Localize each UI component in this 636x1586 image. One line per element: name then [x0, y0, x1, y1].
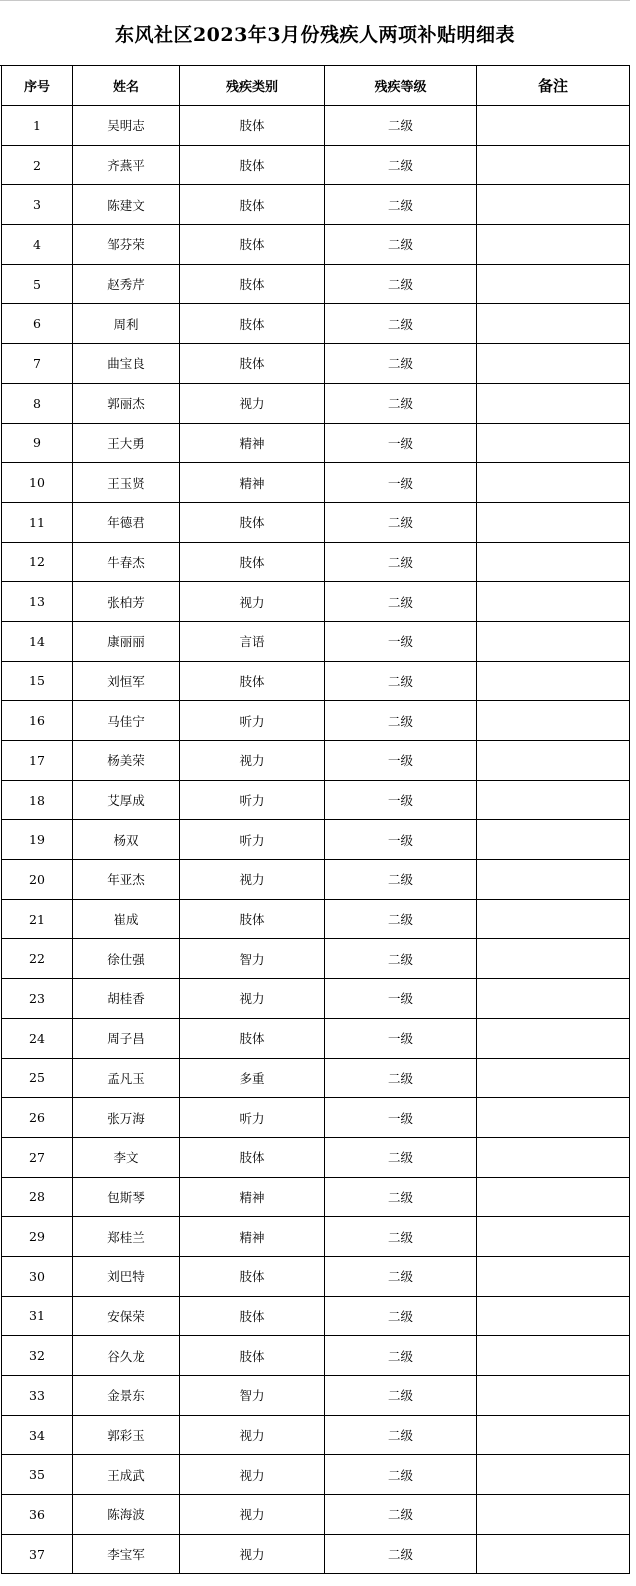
cell-grade: 一级 — [325, 423, 477, 463]
cell-grade: 二级 — [325, 1534, 477, 1574]
table-row — [2, 1018, 630, 1058]
cell-index: 5 — [2, 264, 73, 304]
cell-note — [477, 820, 630, 860]
table-row — [2, 661, 630, 701]
cell-grade: 二级 — [325, 860, 477, 900]
cell-category: 肢体 — [180, 1018, 325, 1058]
cell-grade: 二级 — [325, 1058, 477, 1098]
cell-index: 1 — [2, 106, 73, 146]
cell-grade: 二级 — [325, 106, 477, 146]
table-row — [2, 1177, 630, 1217]
cell-index: 16 — [2, 701, 73, 741]
cell-note — [477, 979, 630, 1019]
table-row — [2, 1256, 630, 1296]
cell-name: 包斯琴 — [73, 1177, 180, 1217]
cell-name: 周子昌 — [73, 1018, 180, 1058]
cell-note — [477, 1376, 630, 1416]
cell-grade: 二级 — [325, 1336, 477, 1376]
cell-category: 精神 — [180, 423, 325, 463]
cell-category: 肢体 — [180, 304, 325, 344]
cell-note — [477, 1415, 630, 1455]
table-row — [2, 185, 630, 225]
cell-name: 胡桂香 — [73, 979, 180, 1019]
cell-category: 多重 — [180, 1058, 325, 1098]
cell-grade: 二级 — [325, 383, 477, 423]
table-row — [2, 860, 630, 900]
cell-grade: 一级 — [325, 621, 477, 661]
cell-category: 精神 — [180, 1217, 325, 1257]
header-row — [2, 66, 630, 106]
cell-name: 金景东 — [73, 1376, 180, 1416]
cell-name: 刘巴特 — [73, 1256, 180, 1296]
cell-note — [477, 1495, 630, 1535]
cell-index: 2 — [2, 145, 73, 185]
cell-category: 精神 — [180, 463, 325, 503]
cell-index: 36 — [2, 1495, 73, 1535]
cell-note — [477, 1177, 630, 1217]
table-header — [2, 66, 630, 106]
cell-index: 9 — [2, 423, 73, 463]
cell-category: 肢体 — [180, 1137, 325, 1177]
cell-index: 19 — [2, 820, 73, 860]
table-row — [2, 383, 630, 423]
cell-note — [477, 1018, 630, 1058]
table-row — [2, 741, 630, 781]
cell-index: 26 — [2, 1098, 73, 1138]
cell-index: 25 — [2, 1058, 73, 1098]
cell-category: 肢体 — [180, 1296, 325, 1336]
table-row — [2, 1534, 630, 1574]
cell-index: 30 — [2, 1256, 73, 1296]
cell-category: 视力 — [180, 1455, 325, 1495]
cell-grade: 二级 — [325, 582, 477, 622]
cell-name: 谷久龙 — [73, 1336, 180, 1376]
cell-category: 肢体 — [180, 1256, 325, 1296]
header-note: 备注 — [477, 66, 630, 106]
cell-name: 刘恒军 — [73, 661, 180, 701]
table-row — [2, 1455, 630, 1495]
cell-category: 肢体 — [180, 344, 325, 384]
table-row — [2, 1296, 630, 1336]
cell-grade: 二级 — [325, 185, 477, 225]
cell-grade: 二级 — [325, 344, 477, 384]
table-row — [2, 1415, 630, 1455]
cell-grade: 二级 — [325, 701, 477, 741]
cell-note — [477, 344, 630, 384]
cell-name: 年亚杰 — [73, 860, 180, 900]
cell-index: 15 — [2, 661, 73, 701]
cell-name: 赵秀芹 — [73, 264, 180, 304]
cell-note — [477, 1098, 630, 1138]
cell-name: 牛春杰 — [73, 542, 180, 582]
cell-note — [477, 1217, 630, 1257]
cell-name: 李文 — [73, 1137, 180, 1177]
cell-index: 13 — [2, 582, 73, 622]
cell-category: 精神 — [180, 1177, 325, 1217]
cell-grade: 二级 — [325, 1296, 477, 1336]
cell-name: 李宝军 — [73, 1534, 180, 1574]
cell-name: 王大勇 — [73, 423, 180, 463]
cell-grade: 二级 — [325, 1217, 477, 1257]
cell-note — [477, 423, 630, 463]
cell-note — [477, 1058, 630, 1098]
cell-note — [477, 939, 630, 979]
table-row — [2, 1137, 630, 1177]
cell-grade: 二级 — [325, 1415, 477, 1455]
cell-grade: 一级 — [325, 463, 477, 503]
cell-category: 视力 — [180, 860, 325, 900]
cell-note — [477, 185, 630, 225]
cell-index: 28 — [2, 1177, 73, 1217]
cell-note — [477, 383, 630, 423]
table-row — [2, 344, 630, 384]
cell-name: 马佳宁 — [73, 701, 180, 741]
table-row — [2, 106, 630, 146]
cell-name: 安保荣 — [73, 1296, 180, 1336]
cell-name: 崔成 — [73, 899, 180, 939]
cell-name: 艾厚成 — [73, 780, 180, 820]
cell-grade: 一级 — [325, 741, 477, 781]
table-row — [2, 1098, 630, 1138]
table-row — [2, 225, 630, 265]
table-row — [2, 304, 630, 344]
cell-name: 杨双 — [73, 820, 180, 860]
cell-index: 18 — [2, 780, 73, 820]
cell-note — [477, 621, 630, 661]
cell-category: 肢体 — [180, 145, 325, 185]
cell-note — [477, 264, 630, 304]
cell-grade: 一级 — [325, 1018, 477, 1058]
cell-name: 王成武 — [73, 1455, 180, 1495]
cell-name: 年德君 — [73, 502, 180, 542]
cell-note — [477, 1256, 630, 1296]
cell-category: 言语 — [180, 621, 325, 661]
cell-category: 肢体 — [180, 661, 325, 701]
cell-index: 34 — [2, 1415, 73, 1455]
cell-index: 24 — [2, 1018, 73, 1058]
cell-grade: 二级 — [325, 502, 477, 542]
cell-grade: 二级 — [325, 1376, 477, 1416]
cell-category: 视力 — [180, 1415, 325, 1455]
cell-note — [477, 582, 630, 622]
table-row — [2, 1376, 630, 1416]
table-row — [2, 1058, 630, 1098]
cell-category: 肢体 — [180, 225, 325, 265]
cell-note — [477, 860, 630, 900]
cell-index: 22 — [2, 939, 73, 979]
cell-grade: 一级 — [325, 979, 477, 1019]
header-category: 残疾类别 — [180, 66, 325, 106]
table-row — [2, 899, 630, 939]
table-row — [2, 502, 630, 542]
cell-index: 21 — [2, 899, 73, 939]
cell-category: 肢体 — [180, 264, 325, 304]
cell-category: 听力 — [180, 1098, 325, 1138]
table-body — [2, 106, 630, 1574]
table-row — [2, 939, 630, 979]
cell-name: 康丽丽 — [73, 621, 180, 661]
cell-note — [477, 225, 630, 265]
cell-name: 邹芬荣 — [73, 225, 180, 265]
table-row — [2, 542, 630, 582]
cell-name: 陈建文 — [73, 185, 180, 225]
cell-index: 33 — [2, 1376, 73, 1416]
table-row — [2, 264, 630, 304]
cell-index: 27 — [2, 1137, 73, 1177]
cell-name: 郑桂兰 — [73, 1217, 180, 1257]
cell-index: 37 — [2, 1534, 73, 1574]
cell-index: 7 — [2, 344, 73, 384]
cell-grade: 二级 — [325, 661, 477, 701]
cell-grade: 二级 — [325, 304, 477, 344]
cell-grade: 二级 — [325, 1455, 477, 1495]
cell-index: 10 — [2, 463, 73, 503]
cell-grade: 二级 — [325, 939, 477, 979]
table-row — [2, 1495, 630, 1535]
table-row — [2, 780, 630, 820]
cell-category: 肢体 — [180, 502, 325, 542]
subsidy-table — [1, 65, 630, 1574]
cell-category: 视力 — [180, 1495, 325, 1535]
cell-note — [477, 502, 630, 542]
page-title: 东风社区2023年3月份残疾人两项补贴明细表 — [114, 23, 516, 46]
cell-note — [477, 701, 630, 741]
cell-index: 11 — [2, 502, 73, 542]
cell-index: 23 — [2, 979, 73, 1019]
cell-category: 视力 — [180, 979, 325, 1019]
cell-index: 14 — [2, 621, 73, 661]
table-row — [2, 701, 630, 741]
cell-index: 29 — [2, 1217, 73, 1257]
cell-category: 肢体 — [180, 185, 325, 225]
cell-note — [477, 1296, 630, 1336]
cell-index: 4 — [2, 225, 73, 265]
cell-grade: 二级 — [325, 145, 477, 185]
cell-note — [477, 661, 630, 701]
cell-grade: 一级 — [325, 820, 477, 860]
cell-grade: 二级 — [325, 1256, 477, 1296]
cell-name: 徐仕强 — [73, 939, 180, 979]
cell-index: 3 — [2, 185, 73, 225]
cell-index: 35 — [2, 1455, 73, 1495]
cell-name: 吴明志 — [73, 106, 180, 146]
table-row — [2, 463, 630, 503]
header-index: 序号 — [2, 66, 73, 106]
title-row — [0, 0, 630, 66]
cell-category: 视力 — [180, 383, 325, 423]
cell-note — [477, 1137, 630, 1177]
table-row — [2, 423, 630, 463]
table-row — [2, 820, 630, 860]
cell-note — [477, 304, 630, 344]
cell-grade: 二级 — [325, 1495, 477, 1535]
cell-name: 王玉贤 — [73, 463, 180, 503]
cell-name: 张万海 — [73, 1098, 180, 1138]
cell-grade: 一级 — [325, 1098, 477, 1138]
cell-note — [477, 542, 630, 582]
cell-grade: 二级 — [325, 225, 477, 265]
cell-category: 视力 — [180, 1534, 325, 1574]
cell-category: 肢体 — [180, 899, 325, 939]
cell-note — [477, 106, 630, 146]
table-row — [2, 1217, 630, 1257]
cell-category: 听力 — [180, 820, 325, 860]
table-row — [2, 621, 630, 661]
cell-index: 31 — [2, 1296, 73, 1336]
cell-category: 肢体 — [180, 106, 325, 146]
cell-grade: 二级 — [325, 1137, 477, 1177]
cell-note — [477, 1336, 630, 1376]
cell-name: 周利 — [73, 304, 180, 344]
cell-name: 陈海波 — [73, 1495, 180, 1535]
cell-index: 17 — [2, 741, 73, 781]
cell-note — [477, 1455, 630, 1495]
cell-category: 视力 — [180, 741, 325, 781]
cell-grade: 二级 — [325, 542, 477, 582]
table-row — [2, 1336, 630, 1376]
cell-category: 肢体 — [180, 542, 325, 582]
cell-grade: 二级 — [325, 899, 477, 939]
cell-grade: 一级 — [325, 780, 477, 820]
cell-name: 孟凡玉 — [73, 1058, 180, 1098]
cell-index: 8 — [2, 383, 73, 423]
table-row — [2, 145, 630, 185]
cell-grade: 二级 — [325, 1177, 477, 1217]
cell-note — [477, 741, 630, 781]
cell-note — [477, 899, 630, 939]
cell-note — [477, 780, 630, 820]
cell-category: 听力 — [180, 780, 325, 820]
cell-grade: 二级 — [325, 264, 477, 304]
cell-name: 郭丽杰 — [73, 383, 180, 423]
cell-name: 郭彩玉 — [73, 1415, 180, 1455]
cell-note — [477, 1534, 630, 1574]
cell-category: 智力 — [180, 939, 325, 979]
cell-note — [477, 145, 630, 185]
cell-category: 肢体 — [180, 1336, 325, 1376]
cell-name: 杨美荣 — [73, 741, 180, 781]
cell-index: 20 — [2, 860, 73, 900]
cell-name: 齐燕平 — [73, 145, 180, 185]
cell-category: 视力 — [180, 582, 325, 622]
header-grade: 残疾等级 — [325, 66, 477, 106]
table-row — [2, 979, 630, 1019]
cell-name: 张柏芳 — [73, 582, 180, 622]
cell-note — [477, 463, 630, 503]
table-row — [2, 582, 630, 622]
cell-name: 曲宝良 — [73, 344, 180, 384]
header-name: 姓名 — [73, 66, 180, 106]
cell-index: 6 — [2, 304, 73, 344]
cell-category: 智力 — [180, 1376, 325, 1416]
cell-category: 听力 — [180, 701, 325, 741]
cell-index: 32 — [2, 1336, 73, 1376]
cell-index: 12 — [2, 542, 73, 582]
